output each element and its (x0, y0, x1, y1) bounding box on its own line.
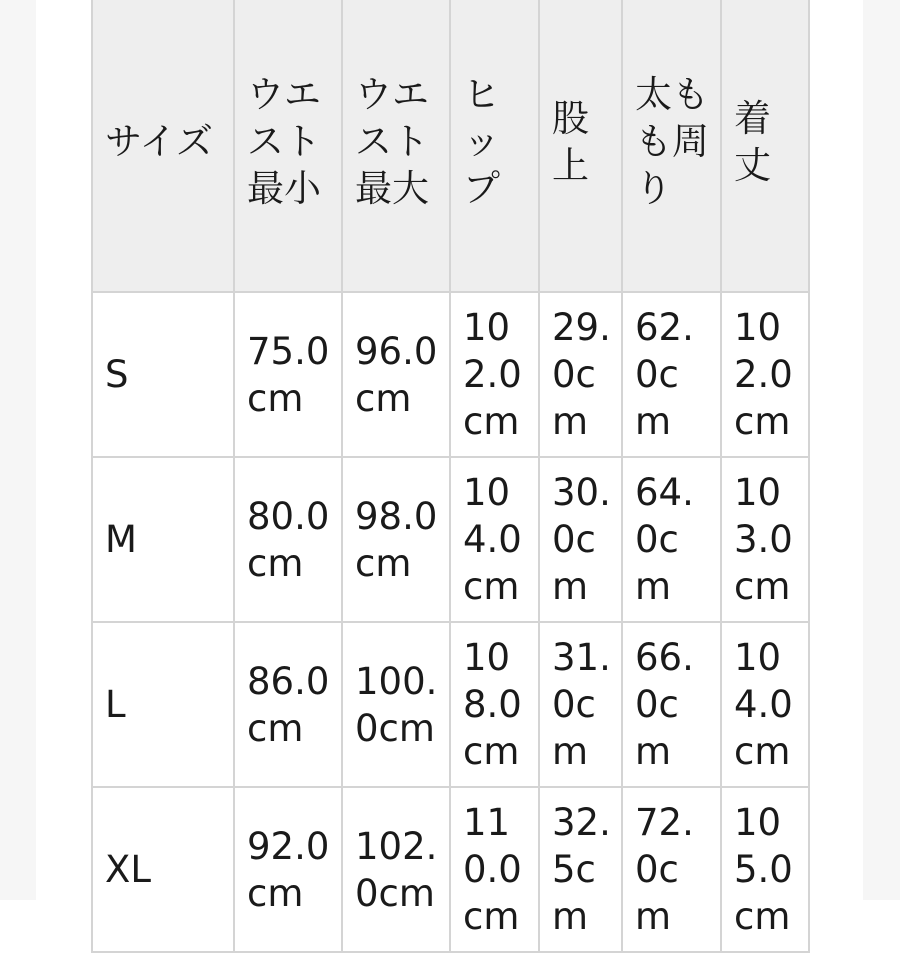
header-rise: 股上 (539, 0, 622, 292)
header-size: サイズ (92, 0, 234, 292)
size-chart (91, 0, 810, 953)
hip-cell: 102.0cm (450, 292, 539, 457)
length-cell: 102.0cm (721, 292, 809, 457)
size-cell: XL (92, 787, 234, 952)
hip-cell: 108.0cm (450, 622, 539, 787)
rise-cell: 31.0cm (539, 622, 622, 787)
waist-min-cell: 80.0cm (234, 457, 342, 622)
right-margin (863, 0, 900, 900)
size-cell: L (92, 622, 234, 787)
left-margin (0, 0, 36, 900)
hip-cell: 110.0cm (450, 787, 539, 952)
table-row (92, 292, 809, 457)
size-cell: M (92, 457, 234, 622)
waist-max-cell: 100.0cm (342, 622, 450, 787)
size-table (91, 0, 810, 953)
waist-max-cell: 96.0cm (342, 292, 450, 457)
waist-min-cell: 86.0cm (234, 622, 342, 787)
rise-cell: 29.0cm (539, 292, 622, 457)
length-cell: 104.0cm (721, 622, 809, 787)
length-cell: 103.0cm (721, 457, 809, 622)
table-row (92, 622, 809, 787)
waist-min-cell: 92.0cm (234, 787, 342, 952)
header-waist-min: ウエスト最小 (234, 0, 342, 292)
header-length: 着丈 (721, 0, 809, 292)
table-row (92, 457, 809, 622)
header-thigh: 太もも周り (622, 0, 721, 292)
length-cell: 105.0cm (721, 787, 809, 952)
table-row (92, 787, 809, 952)
size-cell: S (92, 292, 234, 457)
thigh-cell: 64.0cm (622, 457, 721, 622)
thigh-cell: 62.0cm (622, 292, 721, 457)
header-waist-max: ウエスト最大 (342, 0, 450, 292)
waist-max-cell: 102.0cm (342, 787, 450, 952)
waist-min-cell: 75.0cm (234, 292, 342, 457)
thigh-cell: 66.0cm (622, 622, 721, 787)
rise-cell: 30.0cm (539, 457, 622, 622)
header-row (92, 0, 809, 292)
waist-max-cell: 98.0cm (342, 457, 450, 622)
thigh-cell: 72.0cm (622, 787, 721, 952)
hip-cell: 104.0cm (450, 457, 539, 622)
rise-cell: 32.5cm (539, 787, 622, 952)
header-hip: ヒップ (450, 0, 539, 292)
